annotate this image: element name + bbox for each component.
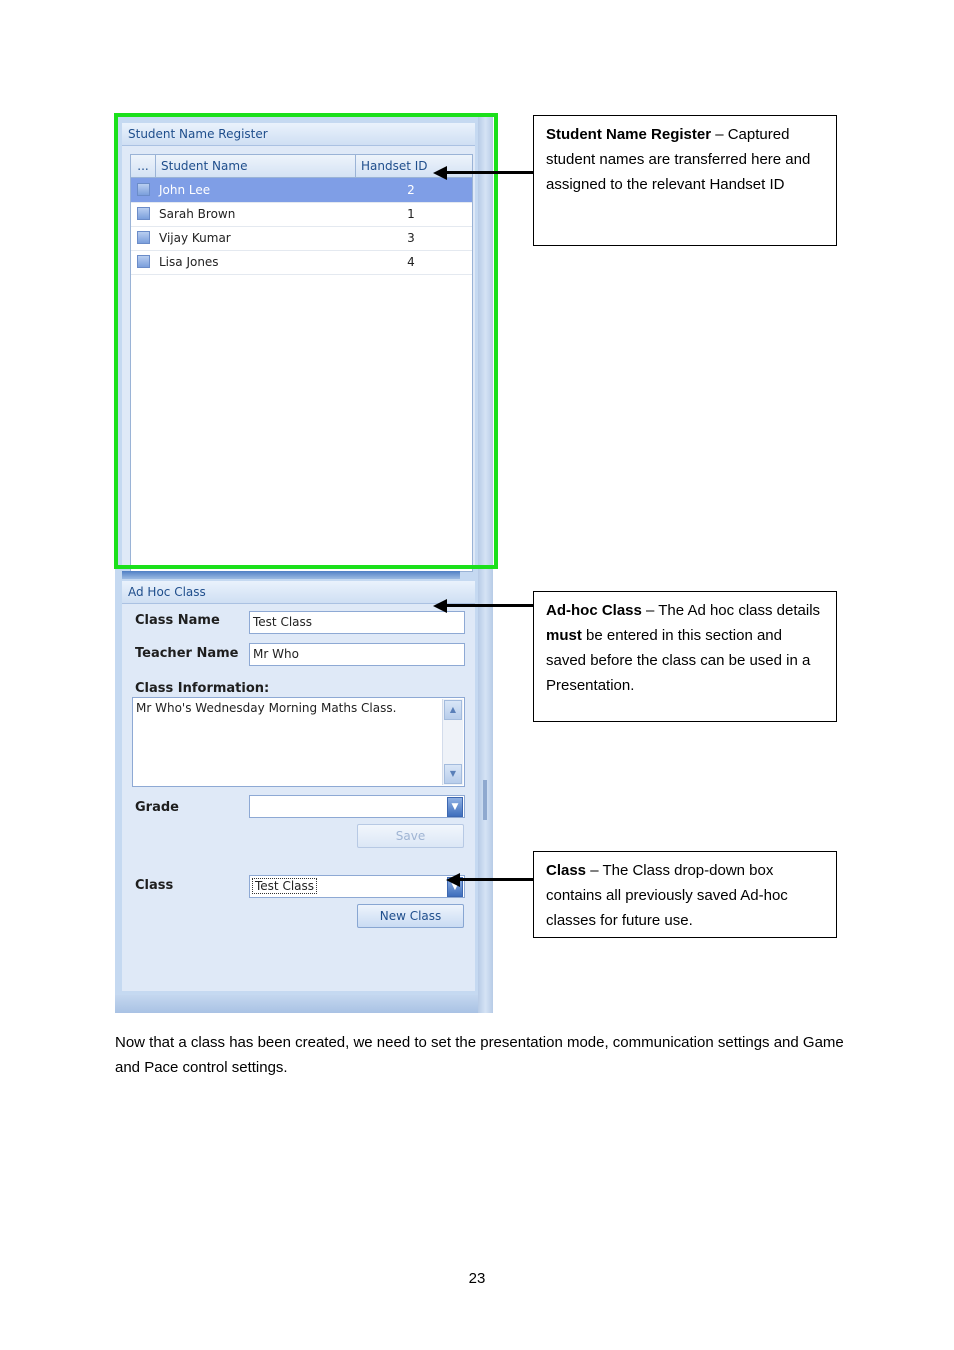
class-callout-text: – The Class drop-down box contains all previously saved Ad-hoc classes for future use. <box>546 862 788 929</box>
adhoc-callout <box>533 591 837 722</box>
body-paragraph: Now that a class has been created, we need to set the presentation mode, communication settings and Game and Pace control settings. <box>115 1034 844 1076</box>
class-information-text: Mr Who's Wednesday Morning Maths Class. <box>136 701 397 715</box>
register-highlight-frame <box>114 113 498 569</box>
handset-id-cell: 4 <box>407 255 415 269</box>
register-callout <box>533 115 837 246</box>
register-arrow-line <box>445 171 534 174</box>
adhoc-callout-text-2: be entered in this section and saved before the class can be used in a Presentation. <box>546 627 811 694</box>
class-dropdown-value: Test Class <box>255 879 315 893</box>
class-name-label: Class Name <box>135 613 220 628</box>
panel-footer-bar <box>115 995 478 1013</box>
register-callout-title: Student Name Register <box>546 126 712 143</box>
section-splitter[interactable] <box>122 571 460 579</box>
textarea-scrollbar[interactable] <box>442 699 463 785</box>
scroll-up-icon[interactable]: ▲ <box>444 700 462 720</box>
class-arrow-line <box>458 878 534 881</box>
student-name-cell: Vijay Kumar <box>159 231 231 245</box>
register-callout-text: – Captured student names are transferred here and assigned to the relevant Handset ID <box>546 126 811 193</box>
student-name-cell: John Lee <box>159 183 211 197</box>
teacher-name-label: Teacher Name <box>135 646 239 661</box>
adhoc-section <box>122 581 475 991</box>
chevron-down-icon[interactable]: ▼ <box>447 797 463 817</box>
class-callout <box>533 851 837 938</box>
student-name-cell: Sarah Brown <box>159 207 236 221</box>
student-name-column-header[interactable]: Student Name <box>161 159 248 173</box>
adhoc-title: Ad Hoc Class <box>122 581 475 604</box>
class-label: Class <box>135 878 174 893</box>
adhoc-callout-title: Ad-hoc Class <box>546 602 642 619</box>
adhoc-callout-text-1: – The Ad hoc class details <box>641 602 821 619</box>
class-dropdown[interactable] <box>249 875 465 898</box>
save-button[interactable]: Save <box>357 824 464 848</box>
adhoc-callout-emphasis: must <box>546 627 582 644</box>
scroll-down-icon[interactable]: ▼ <box>444 764 462 784</box>
splitter-knob[interactable] <box>483 780 487 820</box>
grade-dropdown[interactable] <box>249 795 465 818</box>
handset-id-cell: 1 <box>407 207 415 221</box>
handset-id-column-header[interactable]: Handset ID <box>355 155 472 177</box>
register-title: Student Name Register <box>122 123 475 146</box>
grade-label: Grade <box>135 800 179 815</box>
row-menu-header[interactable]: ... <box>131 155 156 177</box>
handset-id-cell: 3 <box>407 231 415 245</box>
new-class-button[interactable]: New Class <box>357 904 464 928</box>
adhoc-arrow-line <box>445 604 534 607</box>
page-number: 23 <box>468 1270 486 1287</box>
class-name-field[interactable]: Test Class <box>249 611 465 634</box>
class-callout-title: Class <box>546 862 587 879</box>
student-name-cell: Lisa Jones <box>159 255 219 269</box>
handset-id-cell: 2 <box>407 183 415 197</box>
chevron-down-icon[interactable]: ▼ <box>447 877 463 897</box>
class-information-textarea[interactable] <box>132 697 465 787</box>
register-arrow-head-icon <box>433 166 447 180</box>
adhoc-arrow-head-icon <box>433 599 447 613</box>
class-arrow-head-icon <box>446 873 460 887</box>
class-information-label: Class Information: <box>135 681 270 696</box>
teacher-name-field[interactable]: Mr Who <box>249 643 465 666</box>
